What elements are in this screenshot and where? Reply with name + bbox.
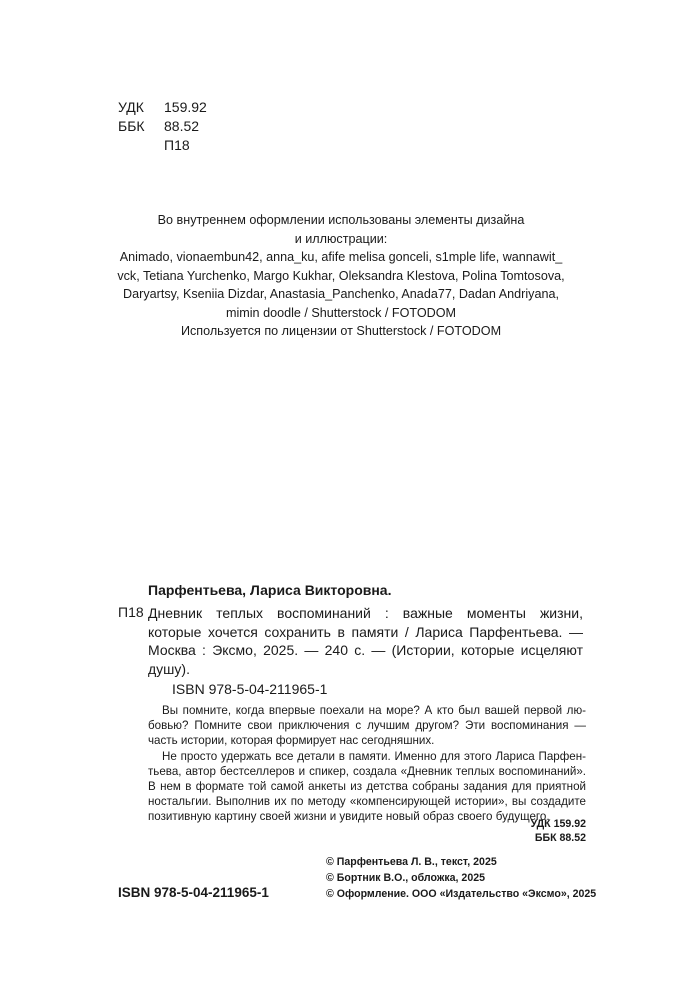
- bbk-label: ББК: [118, 118, 145, 134]
- annotation-line: тьева, автор бестселлеров и спикер, создала «Дневник теплых воспоминаний».: [148, 764, 586, 778]
- record-author: Парфентьева, Лариса Викторовна.: [148, 582, 392, 598]
- annotation-line: В нем в формате той самой анкеты из детства собраны задания для приятной: [148, 780, 586, 794]
- bbk-row: [118, 117, 207, 136]
- record-code: П18: [118, 604, 144, 620]
- copyright-line: © Парфентьева Л. В., текст, 2025: [326, 856, 497, 868]
- author-code-top: П18: [164, 137, 190, 153]
- bbk-code-right: ББК 88.52: [534, 832, 586, 844]
- record-line: душу).: [148, 660, 190, 677]
- annotation-line: бовью? Помните свои приключения с лучшим другом? Эти воспоминания —: [148, 719, 586, 733]
- udk-value: 159.92: [164, 99, 207, 115]
- copyright-line: © Оформление. ООО «Издательство «Эксмо», 2025: [326, 888, 597, 900]
- copyright-line: © Бортник В.О., обложка, 2025: [326, 872, 486, 884]
- credits-line: mimin doodle / Shutterstock / FOTODOM: [225, 305, 457, 320]
- udk-code-right: УДК 159.92: [530, 818, 586, 830]
- udk-label: УДК: [118, 99, 144, 115]
- annotation-line: Не просто удержать все детали в памяти. Именно для этого Лариса Парфен-: [162, 749, 586, 763]
- record-line: которые хочется сохранить в памяти / Лариса Парфентьева. —: [148, 623, 583, 640]
- annotation-line: часть истории, которая формирует нас сегодняшних.: [148, 734, 435, 748]
- credits-line: Animado, vionaembun42, anna_ku, afife melisa gonceli, s1mple life, wannawit_: [119, 250, 563, 264]
- record-line: Москва : Эксмо, 2025. — 240 с. — (Истории, которые исцеляют: [148, 642, 583, 658]
- credits-line: vck, Tetiana Yurchenko, Margo Kukhar, Oleksandra Klestova, Polina Tomtosova,: [117, 268, 565, 283]
- bbk-value: 88.52: [164, 118, 200, 134]
- credits-line: Используется по лицензии от Shutterstock / FOTODOM: [180, 324, 502, 338]
- annotation-line: Вы помните, когда впервые поехали на море? А кто был вашей первой лю-: [162, 704, 586, 717]
- credits-line: Во внутреннем оформлении использованы элементы дизайна: [157, 213, 525, 227]
- illustration-credits: [80, 211, 602, 341]
- record-line: Дневник теплых воспоминаний : важные моменты жизни,: [148, 605, 583, 621]
- udk-row: [118, 98, 207, 117]
- annotation-line: позитивную картину своей жизни и увидите новый образ своего будущего.: [148, 810, 550, 824]
- record-description: [148, 604, 583, 678]
- record-isbn: ISBN 978-5-04-211965-1: [172, 681, 328, 697]
- copyrights: [326, 854, 596, 902]
- credits-line: Daryartsy, Kseniia Dizdar, Anastasia_Panchenko, Anada77, Dadan Andriyana,: [123, 287, 559, 301]
- annotation: [148, 703, 586, 825]
- footer-isbn: ISBN 978-5-04-211965-1: [118, 885, 269, 900]
- codes-right: [531, 817, 586, 845]
- credits-line: и иллюстрации:: [294, 231, 388, 246]
- classification-block: [118, 98, 207, 155]
- annotation-line: ностальгии. Выполнив их по методу «компенсирующей истории», вы создадите: [148, 795, 586, 809]
